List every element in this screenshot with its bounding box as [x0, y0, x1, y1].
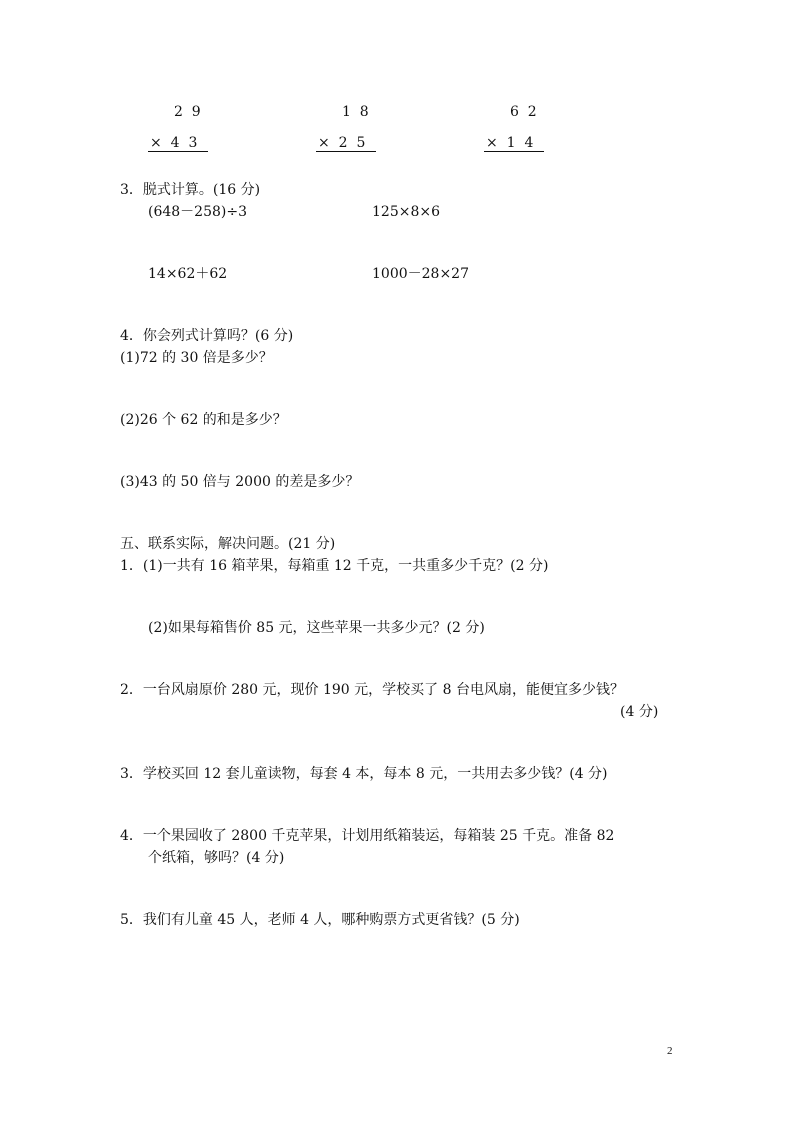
part5-q1b: (2)如果每箱售价 85 元，这些苹果一共多少元？(2 分): [148, 620, 485, 636]
vertical-problem-3-top: 6 2: [510, 104, 537, 120]
vertical-problem-1-top: 2 9: [174, 104, 201, 120]
section4-item-3: (3)43 的 50 倍与 2000 的差是多少？: [120, 474, 360, 490]
part5-title: 五、联系实际，解决问题。(21 分): [120, 536, 336, 552]
page-number: 2: [667, 1045, 673, 1057]
section4-item-2: (2)26 个 62 的和是多少？: [120, 412, 287, 428]
vertical-problem-2-top: 1 8: [342, 104, 369, 120]
section3-item-4: 1000－28×27: [372, 266, 469, 282]
part5-q2-score: (4 分): [620, 704, 659, 720]
vertical-problem-2-line: [316, 151, 376, 152]
section3-title: 3．脱式计算。(16 分): [120, 182, 261, 198]
vertical-problem-3-bottom: × 1 4: [486, 135, 534, 151]
section4-item-1: (1)72 的 30 倍是多少？: [120, 350, 273, 366]
section4-title: 4．你会列式计算吗？(6 分): [120, 328, 294, 344]
vertical-problem-1-line: [148, 151, 208, 152]
part5-q1a: 1．(1)一共有 16 箱苹果，每箱重 12 千克，一共重多少千克？(2 分): [120, 558, 549, 574]
part5-q5: 5．我们有儿童 45 人，老师 4 人，哪种购票方式更省钱？(5 分): [120, 912, 520, 928]
vertical-problem-3-line: [484, 151, 544, 152]
part5-q4-line2: 个纸箱，够吗？(4 分): [148, 850, 285, 866]
part5-q3: 3．学校买回 12 套儿童读物，每套 4 本，每本 8 元，一共用去多少钱？(4 分): [120, 766, 608, 782]
section3-item-3: 14×62＋62: [148, 266, 228, 282]
section3-item-2: 125×8×6: [372, 204, 440, 220]
vertical-problem-2-bottom: × 2 5: [318, 135, 366, 151]
part5-q2: 2．一台风扇原价 280 元，现价 190 元，学校买了 8 台电风扇，能便宜多少钱？: [120, 682, 624, 698]
section3-item-1: (648－258)÷3: [148, 204, 248, 220]
part5-q4-line1: 4．一个果园收了 2800 千克苹果，计划用纸箱装运，每箱装 25 千克。准备 82: [120, 828, 615, 844]
vertical-problem-1-bottom: × 4 3: [150, 135, 198, 151]
